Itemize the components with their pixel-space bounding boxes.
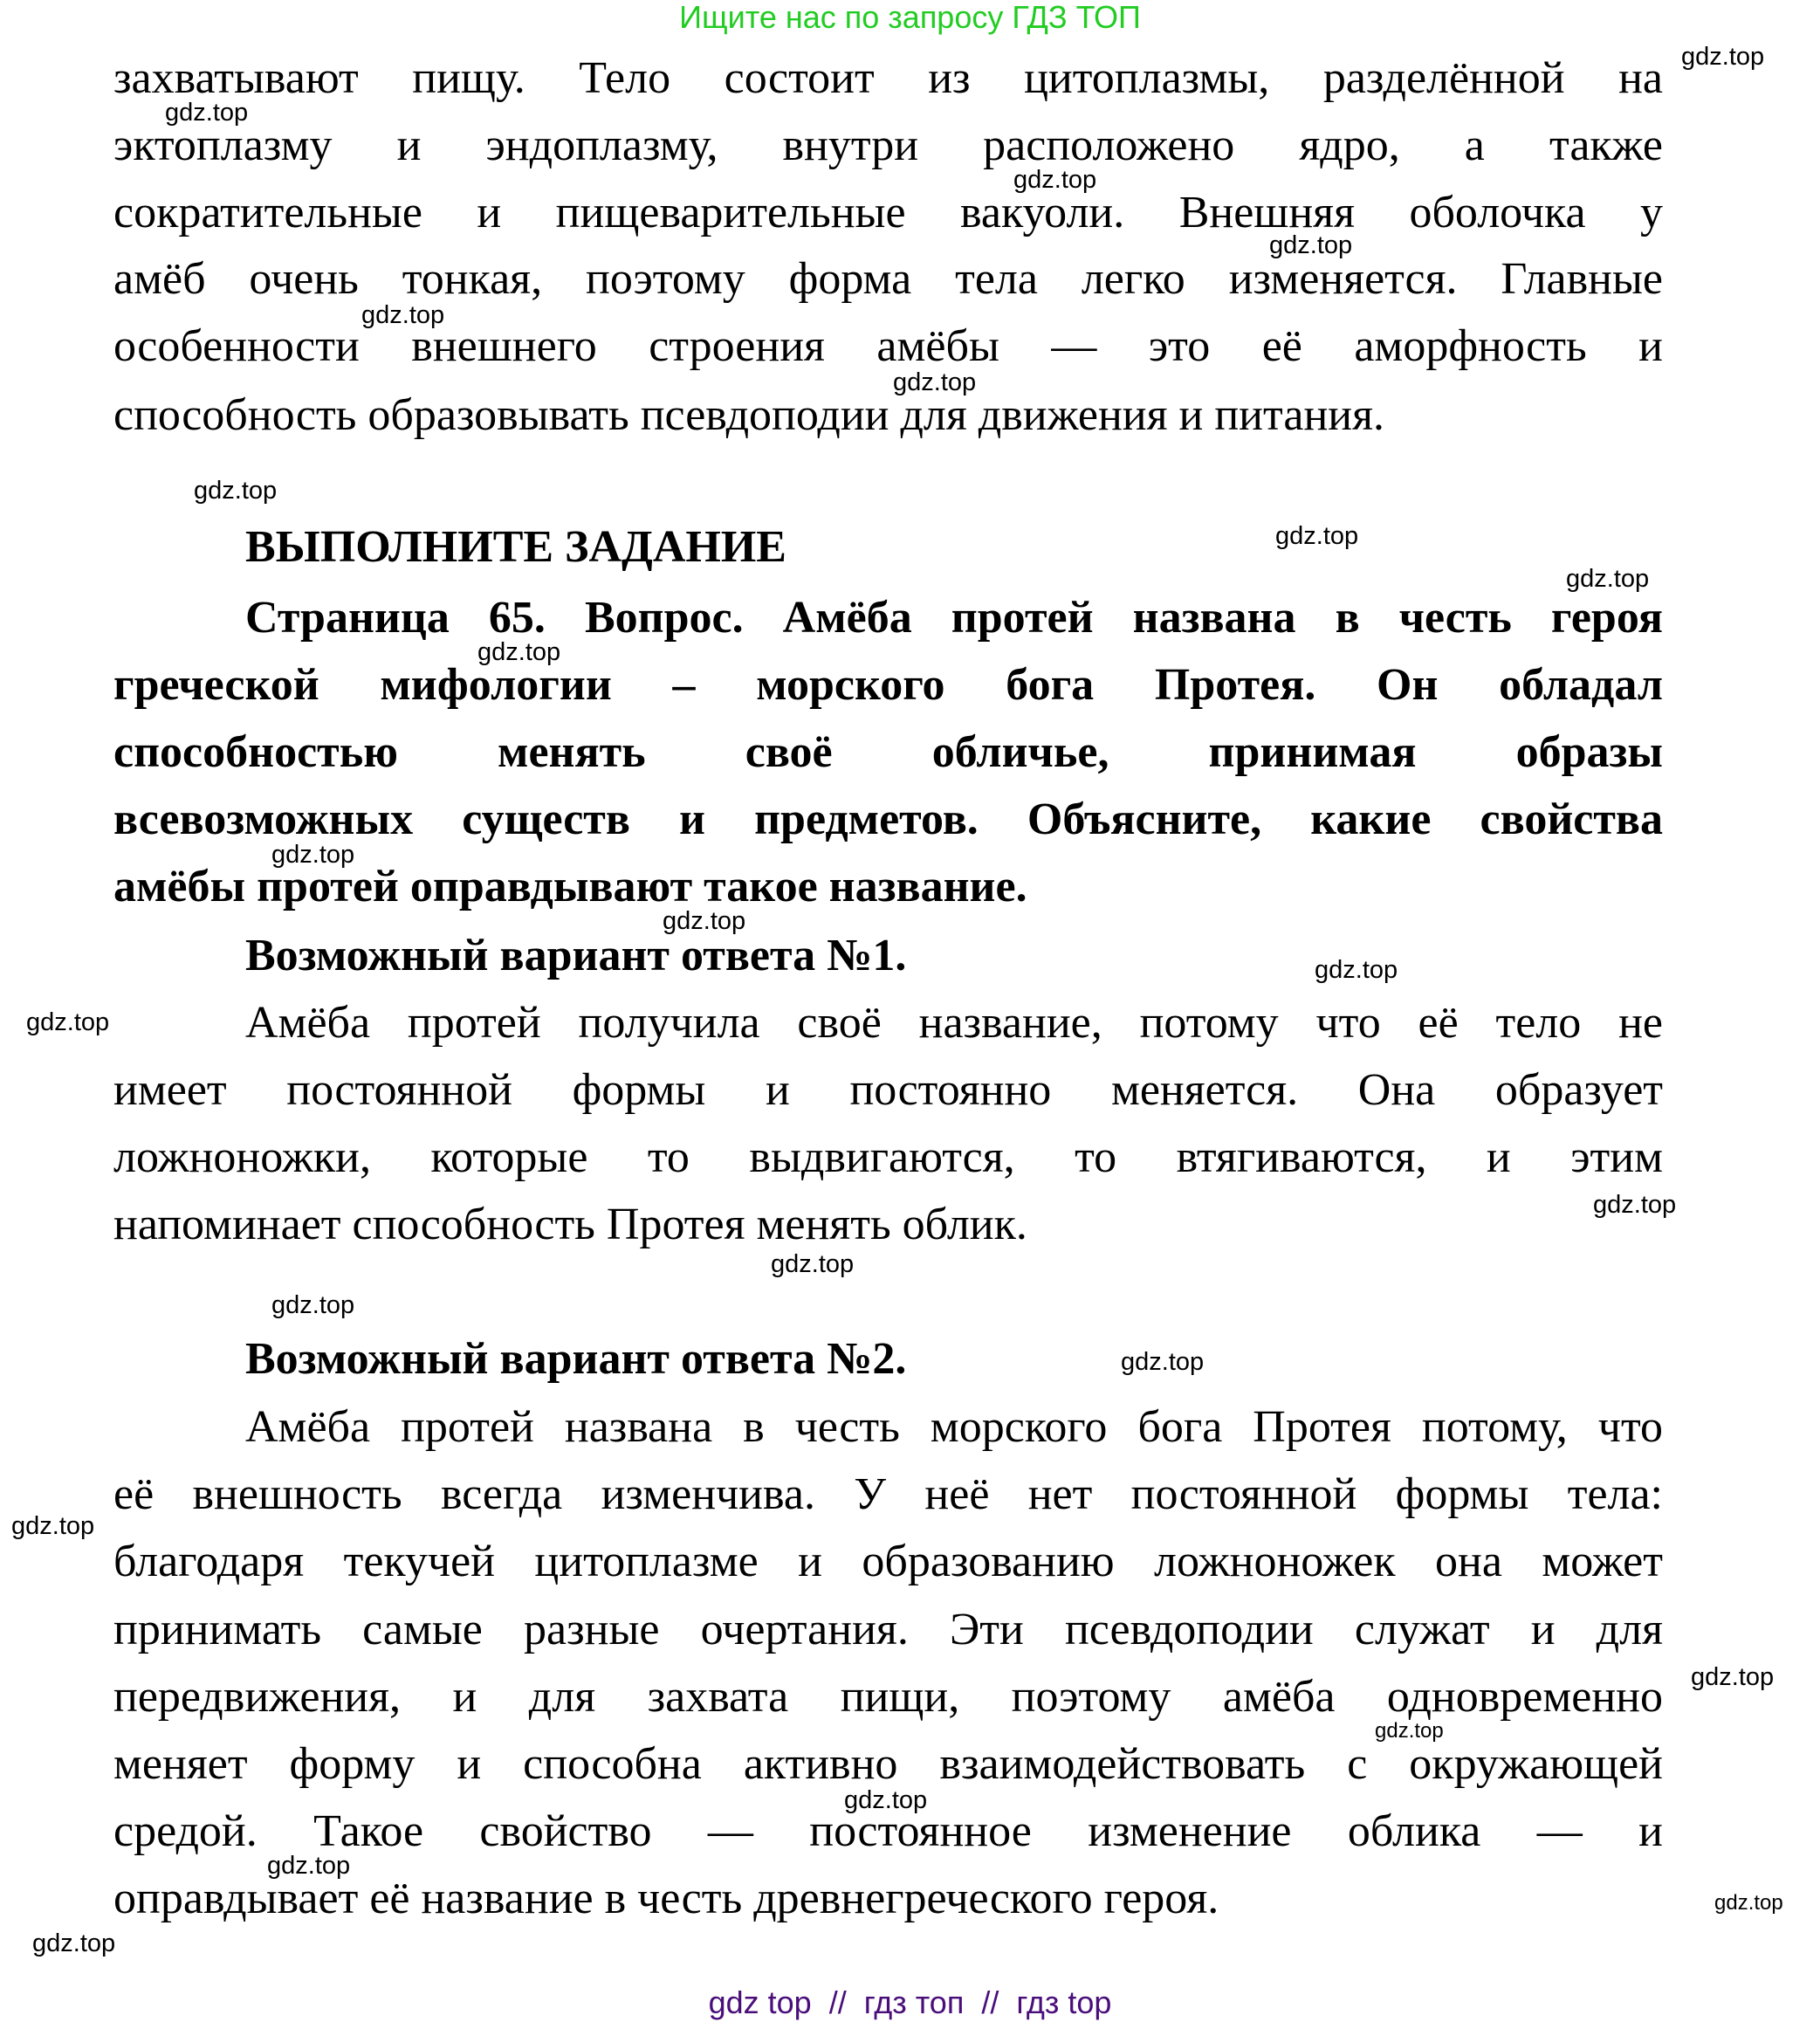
task-heading: ВЫПОЛНИТЕ ЗАДАНИЕ: [245, 522, 786, 572]
watermark: gdz.top: [194, 477, 278, 505]
intro-line: захватывают пищу. Тело состоит из цитоплазмы, разделённой на: [113, 53, 1663, 103]
footer-links[interactable]: gdz top // гдз топ // гдз top: [708, 1984, 1112, 2020]
watermark: gdz.top: [1121, 1348, 1205, 1376]
watermark: gdz.top: [1315, 956, 1398, 984]
watermark: gdz.top: [1269, 231, 1353, 259]
watermark: gdz.top: [663, 907, 746, 935]
answer2-line: оправдывает её название в честь древнегреческого героя.: [113, 1874, 1219, 1923]
answer1-line: Амёба протей получила своё название, потому что её тело не: [245, 998, 1663, 1048]
answer1-heading: Возможный вариант ответа №1.: [245, 931, 907, 980]
answer2-line: принимать самые разные очертания. Эти псевдоподии служат и для: [113, 1605, 1663, 1654]
watermark: gdz.top: [1275, 522, 1359, 550]
watermark: gdz.top: [267, 1852, 351, 1880]
question-line: Страница 65. Вопрос. Амёба протей названа в честь героя: [245, 593, 1663, 643]
watermark: gdz.top: [26, 1008, 110, 1036]
intro-line: сократительные и пищеварительные вакуоли. Внешняя оболочка у: [113, 188, 1663, 237]
watermark: gdz.top: [1375, 1719, 1444, 1743]
question-line: всевозможных существ и предметов. Объясните, какие свойства: [113, 794, 1663, 844]
watermark: gdz.top: [844, 1786, 928, 1814]
question-line: греческой мифологии – морского бога Протея. Он обладал: [113, 660, 1663, 710]
question-line: способностью менять своё обличье, принимая образы: [113, 727, 1663, 777]
watermark: gdz.top: [11, 1512, 95, 1540]
watermark: gdz.top: [893, 368, 977, 396]
answer2-line: меняет форму и способна активно взаимодействовать с окружающей: [113, 1739, 1663, 1789]
answer2-line: Амёба протей названа в честь морского бога Протея потому, что: [245, 1402, 1663, 1452]
answer2-line: благодаря текучей цитоплазме и образованию ложноножек она может: [113, 1537, 1663, 1586]
watermark: gdz.top: [32, 1929, 116, 1957]
answer2-line: средой. Такое свойство — постоянное изменение облика — и: [113, 1806, 1663, 1856]
watermark: gdz.top: [771, 1250, 855, 1278]
watermark: gdz.top: [1691, 1663, 1775, 1691]
answer1-line: имеет постоянной формы и постоянно меняется. Она образует: [113, 1065, 1663, 1115]
answer2-line: её внешность всегда изменчива. У неё нет постоянной формы тела:: [113, 1469, 1663, 1519]
question-line: амёбы протей оправдывают такое название.: [113, 862, 1027, 911]
watermark: gdz.top: [1714, 1891, 1783, 1915]
watermark: gdz.top: [1593, 1191, 1677, 1219]
answer1-line: напоминает способность Протея менять облик.: [113, 1200, 1027, 1249]
watermark: gdz.top: [361, 301, 445, 329]
watermark: gdz.top: [1013, 166, 1097, 194]
watermark: gdz.top: [477, 638, 561, 666]
search-banner[interactable]: Ищите нас по запросу ГДЗ ТОП: [679, 0, 1141, 35]
watermark: gdz.top: [1681, 43, 1765, 71]
answer2-heading: Возможный вариант ответа №2.: [245, 1334, 907, 1384]
answer1-line: ложноножки, которые то выдвигаются, то втягиваются, и этим: [113, 1132, 1663, 1182]
answer2-line: передвижения, и для захвата пищи, поэтому амёба одновременно: [113, 1672, 1663, 1722]
intro-line: способность образовывать псевдоподии для движения и питания.: [113, 390, 1385, 440]
watermark: gdz.top: [271, 841, 355, 869]
watermark: gdz.top: [1566, 565, 1650, 593]
intro-line: эктоплазму и эндоплазму, внутри расположено ядро, а также: [113, 120, 1663, 170]
intro-line: особенности внешнего строения амёбы — это её аморфность и: [113, 321, 1663, 371]
intro-line: амёб очень тонкая, поэтому форма тела легко изменяется. Главные: [113, 254, 1663, 304]
watermark: gdz.top: [165, 99, 249, 127]
watermark: gdz.top: [271, 1291, 355, 1319]
